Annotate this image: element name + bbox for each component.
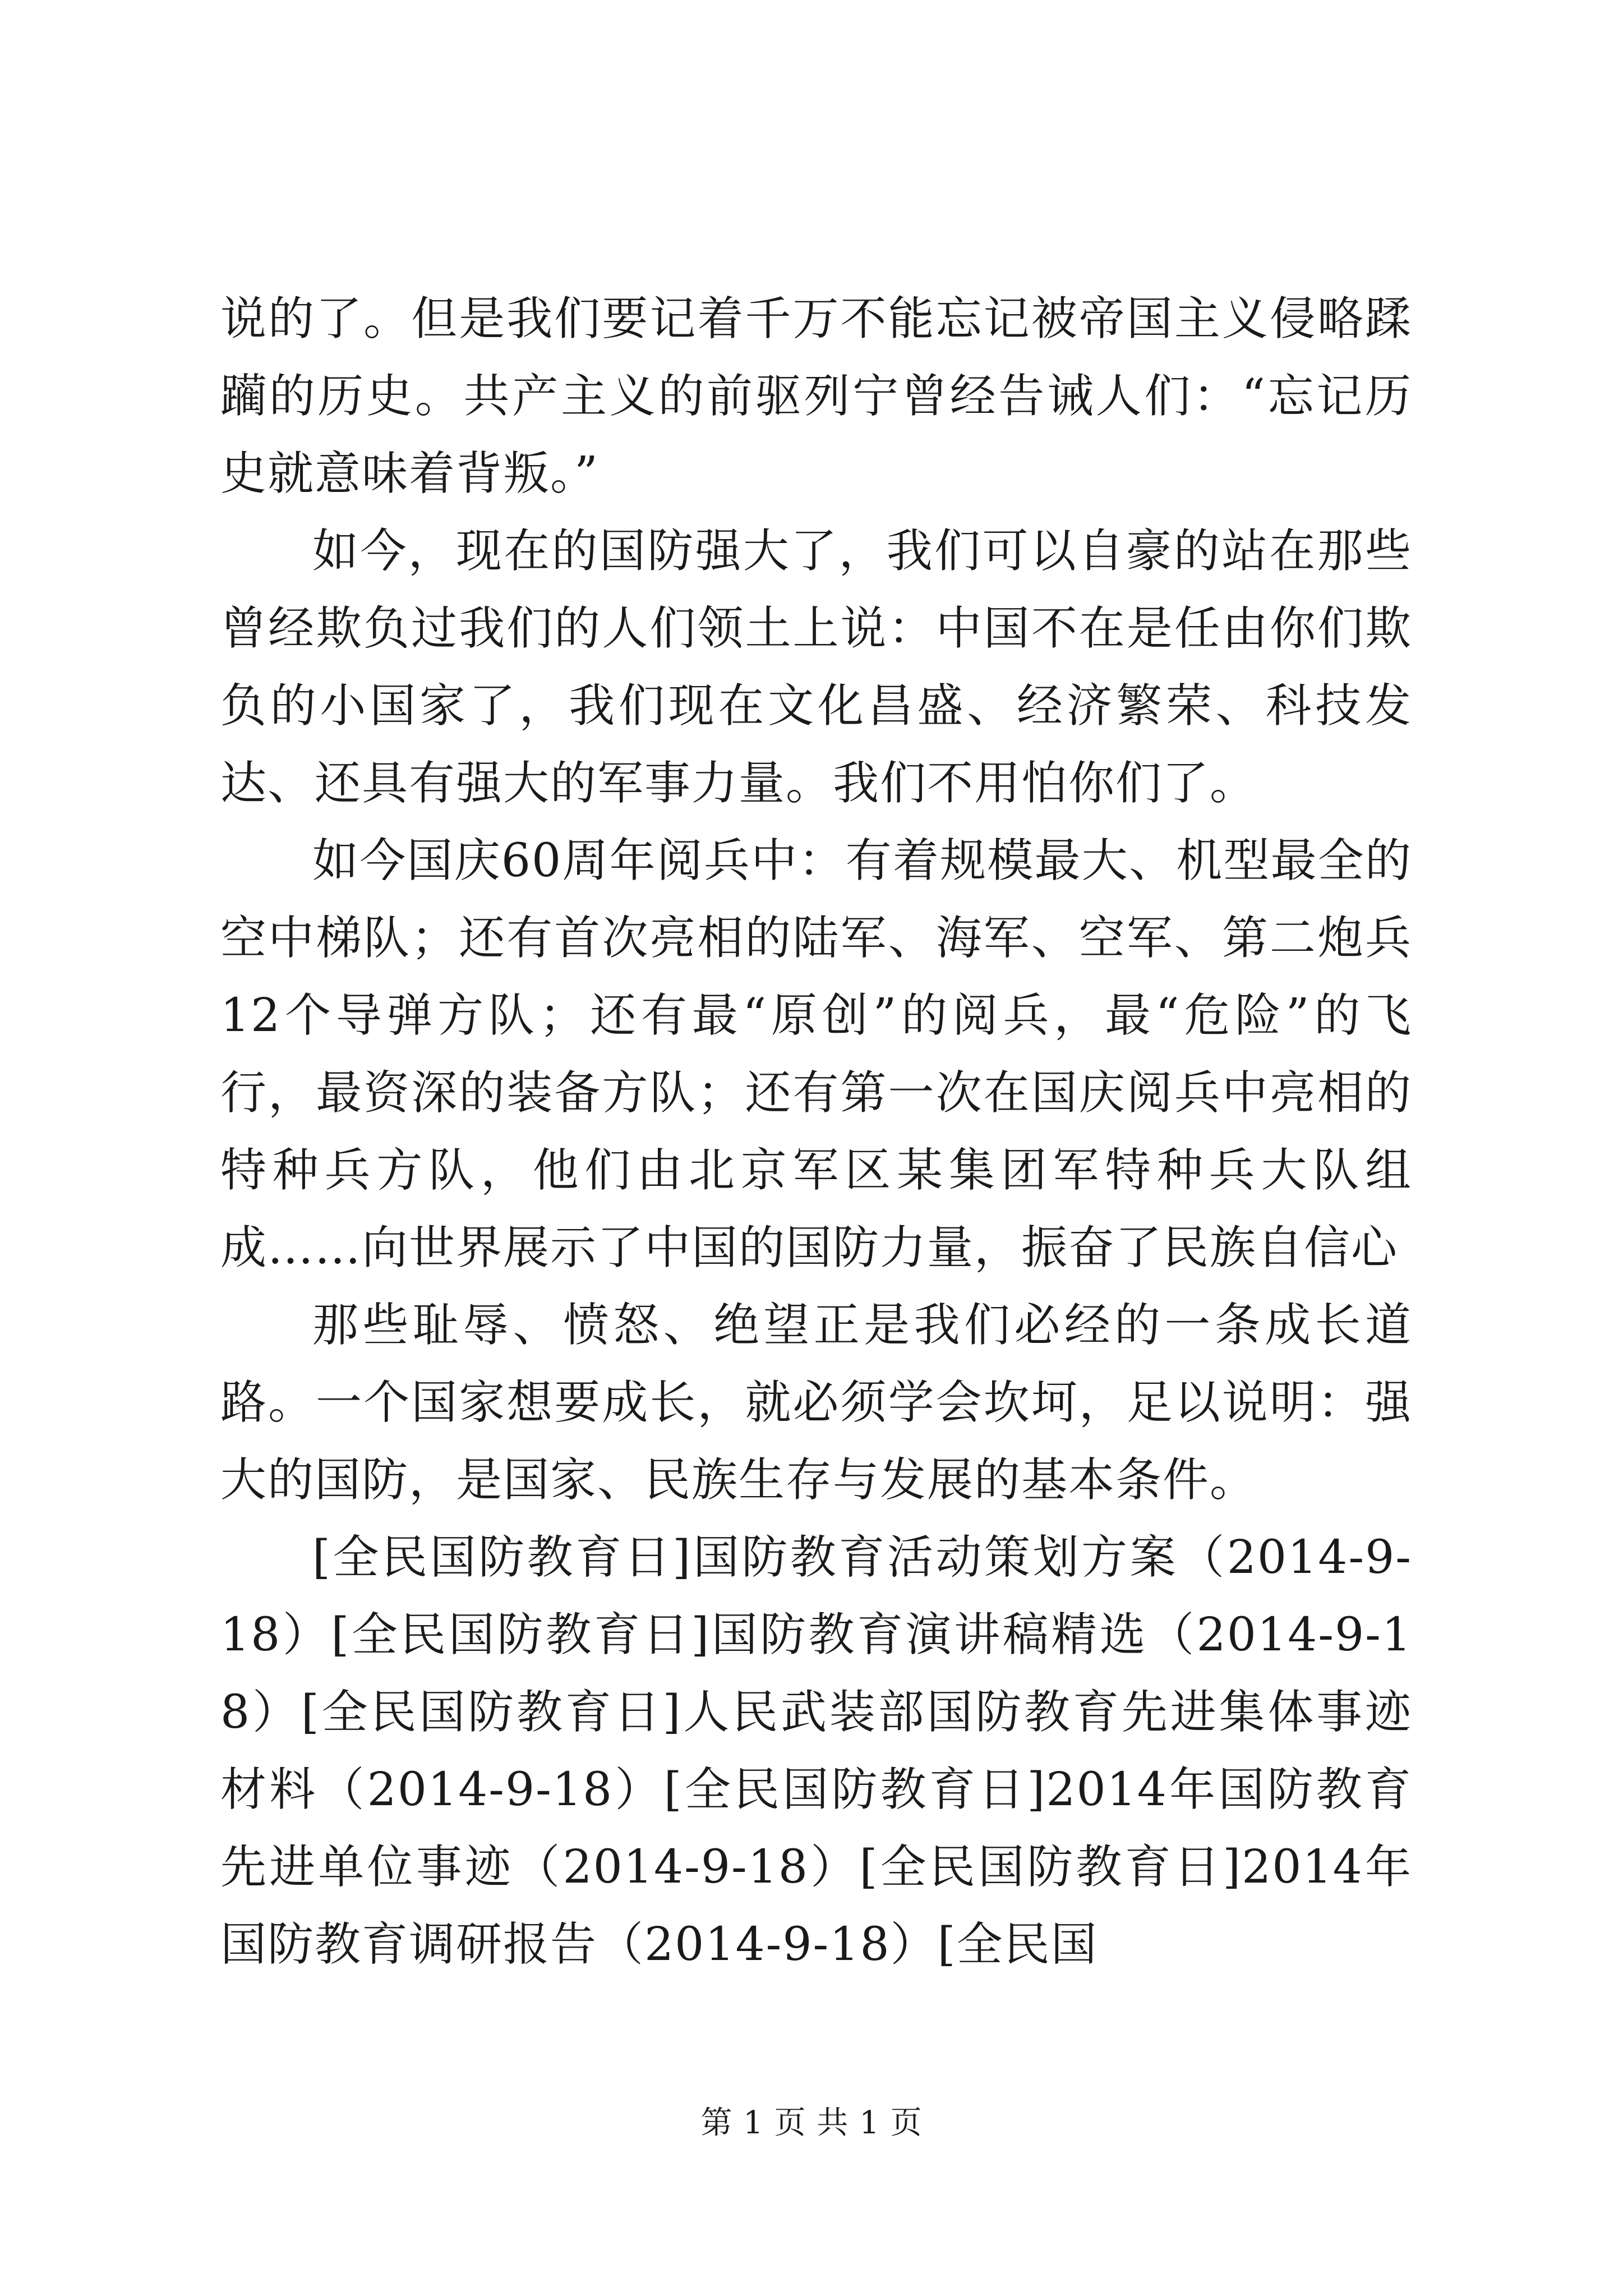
page-footer	[0, 2104, 1623, 2143]
document-body	[220, 280, 1412, 1984]
paragraph-4: 那些耻辱、愤怒、绝望正是我们必经的一条成长道路。一个国家想要成长，就必须学会坎坷，足以说明：强大的国防，是国家、民族生存与发展的基本条件。	[220, 1299, 1412, 1507]
paragraph-1: 说的了。但是我们要记着千万不能忘记被帝国主义侵略蹂躏的历史。共产主义的前驱列宁曾经告诫人们：“忘记历史就意味着背叛。”	[220, 292, 1412, 500]
paragraph-2: 如今，现在的国防强大了，我们可以自豪的站在那些曾经欺负过我们的人们领土上说：中国不在是任由你们欺负的小国家了，我们现在文化昌盛、经济繁荣、科技发达、还具有强大的军事力量。我们不用怕你们了。	[220, 524, 1412, 810]
page-number-label: 第 1 页 共 1 页	[700, 2105, 923, 2141]
paragraph-3: 如今国庆60周年阅兵中：有着规模最大、机型最全的空中梯队；还有首次亮相的陆军、海军、空军、第二炮兵12个导弹方队；还有最“原创”的阅兵，最“危险”的飞行，最资深的装备方队；还有第一次在国庆阅兵中亮相的特种兵方队，他们由北京军区某集团军特种兵大队组成……向世界展示了中国的国防力量，振奋了民族自信心	[220, 834, 1412, 1274]
paragraph-5-related-links: [全民国防教育日]国防教育活动策划方案（2014-9-18）[全民国防教育日]国防教育演讲稿精选（2014-9-18）[全民国防教育日]人民武装部国防教育先进集体事迹材料（2014-9-18）[全民国防教育日]2014年国防教育先进单位事迹（2014-9-18）[全民国防教育日]2014年国防教育调研报告（2014-9-18）[全民国	[220, 1531, 1412, 1971]
